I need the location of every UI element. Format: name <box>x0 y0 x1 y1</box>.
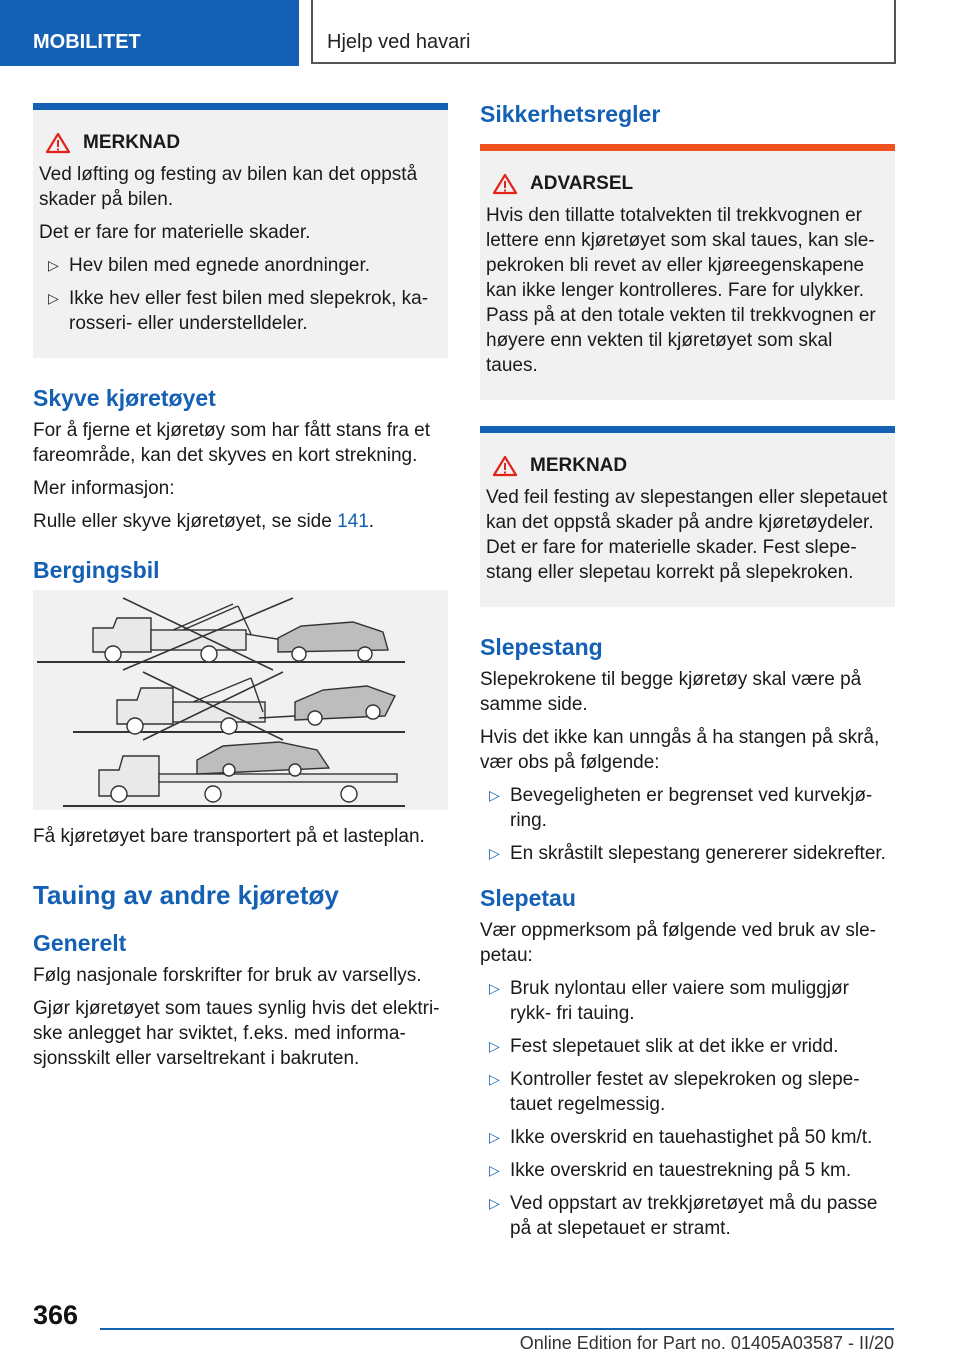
paragraph: Vær oppmerksom på følgende ved bruk av sle- petau: <box>480 920 877 966</box>
section-heading: Slepetau <box>480 885 576 911</box>
page-number: 366 <box>33 1300 79 1330</box>
section-heading: Bergingsbil <box>33 557 160 583</box>
warning-title-text: ADVARSEL <box>530 173 634 194</box>
list-item-text: Ved oppstart av trekkjøretøyet må du passe på at slepetauet er stramt. <box>510 1193 878 1239</box>
list-item-text: Fest slepetauet slik at det ikke er vridd. <box>510 1036 839 1057</box>
paragraph-text: Rulle eller skyve kjøretøyet, se side <box>33 511 338 532</box>
list-item <box>480 1158 895 1183</box>
warning-text: Hvis den tillatte totalvekten til trekkvognen er lettere enn kjøretøyet som skal taues, kan sle- pekroken bli revet av eller kjøreegenskapene kan ikke lenger kontrolleres. Fare for ulykker. Pass på at den totale vekten til trekkvognen er høyere enn vekten til kjøretøyet som skal taues. <box>486 205 876 376</box>
list-item <box>39 253 442 278</box>
section-heading: Sikkerhetsregler <box>480 101 661 127</box>
list-item <box>480 841 895 866</box>
list-item-text: Ikke overskrid en tauehastighet på 50 km/t. <box>510 1127 873 1148</box>
notice-title <box>486 455 889 477</box>
warning-icon <box>492 173 518 195</box>
chapter-heading: Tauing av andre kjøretøy <box>33 880 339 910</box>
paragraph: Hvis det ikke kan unngås å ha stangen på skrå, vær obs på følgende: <box>480 727 880 773</box>
section-heading: Skyve kjøretøyet <box>33 385 216 411</box>
triangle-bullet-icon: ▷ <box>489 1129 500 1145</box>
triangle-bullet-icon: ▷ <box>489 1038 500 1054</box>
paragraph: Følg nasjonale forskrifter for bruk av varsellys. <box>33 965 422 986</box>
list-item-text: Hev bilen med egnede anordninger. <box>69 255 371 276</box>
list-item-text: Ikke hev eller fest bilen med slepekrok, ka- rosseri- eller understelldeler. <box>69 288 429 334</box>
paragraph: For å fjerne et kjøretøy som har fått stans fra et fareområde, kan det skyves en kort strekning. <box>33 420 431 466</box>
triangle-bullet-icon: ▷ <box>489 1162 500 1178</box>
notice-text: Ved feil festing av slepestangen eller slepetauet kan det oppstå skader på andre kjøretøydeler. Det er fare for materielle skader. Fest slepe- stang eller slepetau korrekt på slepekroken. <box>486 487 888 583</box>
list-item-text: Bevegeligheten er begrenset ved kurvekjø- ring. <box>510 785 873 831</box>
paragraph: Mer informasjon: <box>33 478 175 499</box>
notice-box <box>480 426 895 607</box>
section-heading: Slepestang <box>480 634 603 660</box>
left-column <box>33 103 448 1079</box>
bullet-list <box>480 976 895 1241</box>
section-tab: MOBILITET <box>0 0 299 66</box>
paragraph: Gjør kjøretøyet som taues synlig hvis det elektri- ske anlegget har sviktet, f.eks. med informa- sjonsskilt eller varseltrekant i bakruten. <box>33 998 440 1069</box>
edition-note: Online Edition for Part no. 01405A03587 - II/20 <box>519 1333 894 1353</box>
list-item-text: En skråstilt slepestang genererer sidekrefter. <box>510 843 886 864</box>
list-item <box>480 976 895 1026</box>
triangle-bullet-icon: ▷ <box>48 290 59 306</box>
triangle-bullet-icon: ▷ <box>489 787 500 803</box>
paragraph: Slepekrokene til begge kjøretøy skal være på samme side. <box>480 669 862 715</box>
tow-truck-illustration <box>33 590 448 810</box>
paragraph <box>33 509 448 534</box>
notice-box <box>33 103 448 358</box>
list-item-text: Ikke overskrid en tauestrekning på 5 km. <box>510 1160 852 1181</box>
section-heading: Generelt <box>33 930 127 956</box>
page-link[interactable]: 141 <box>337 511 369 532</box>
notice-title-text: MERKNAD <box>83 132 181 153</box>
triangle-bullet-icon: ▷ <box>489 845 500 861</box>
notice-text: Ved løfting og festing av bilen kan det oppstå skader på bilen. <box>39 164 418 210</box>
triangle-bullet-icon: ▷ <box>48 257 59 273</box>
list-item <box>480 1191 895 1241</box>
warning-icon <box>492 455 518 477</box>
chapter-title: Hjelp ved havari <box>311 0 896 64</box>
figure-caption: Få kjøretøyet bare transportert på et lasteplan. <box>33 826 425 847</box>
warning-box <box>480 144 895 400</box>
list-item <box>480 783 895 833</box>
list-item <box>480 1034 895 1059</box>
notice-title-text: MERKNAD <box>530 455 628 476</box>
footer-divider <box>100 1328 894 1330</box>
notice-text: Det er fare for materielle skader. <box>39 222 311 243</box>
triangle-bullet-icon: ▷ <box>489 1195 500 1211</box>
list-item-text: Bruk nylontau eller vaiere som muliggjør rykk- fri tauing. <box>510 978 849 1024</box>
bullet-list <box>480 783 895 866</box>
warning-title <box>486 173 889 195</box>
triangle-bullet-icon: ▷ <box>489 980 500 996</box>
list-item <box>39 286 442 336</box>
list-item <box>480 1125 895 1150</box>
paragraph-text: . <box>368 511 375 532</box>
list-item <box>480 1067 895 1117</box>
notice-title <box>39 132 442 154</box>
tow-truck-diagram <box>33 590 448 810</box>
right-column <box>480 100 895 1249</box>
list-item-text: Kontroller festet av slepekroken og slepe- tauet regelmessig. <box>510 1069 860 1115</box>
notice-list <box>39 253 442 336</box>
warning-icon <box>45 132 71 154</box>
triangle-bullet-icon: ▷ <box>489 1071 500 1087</box>
